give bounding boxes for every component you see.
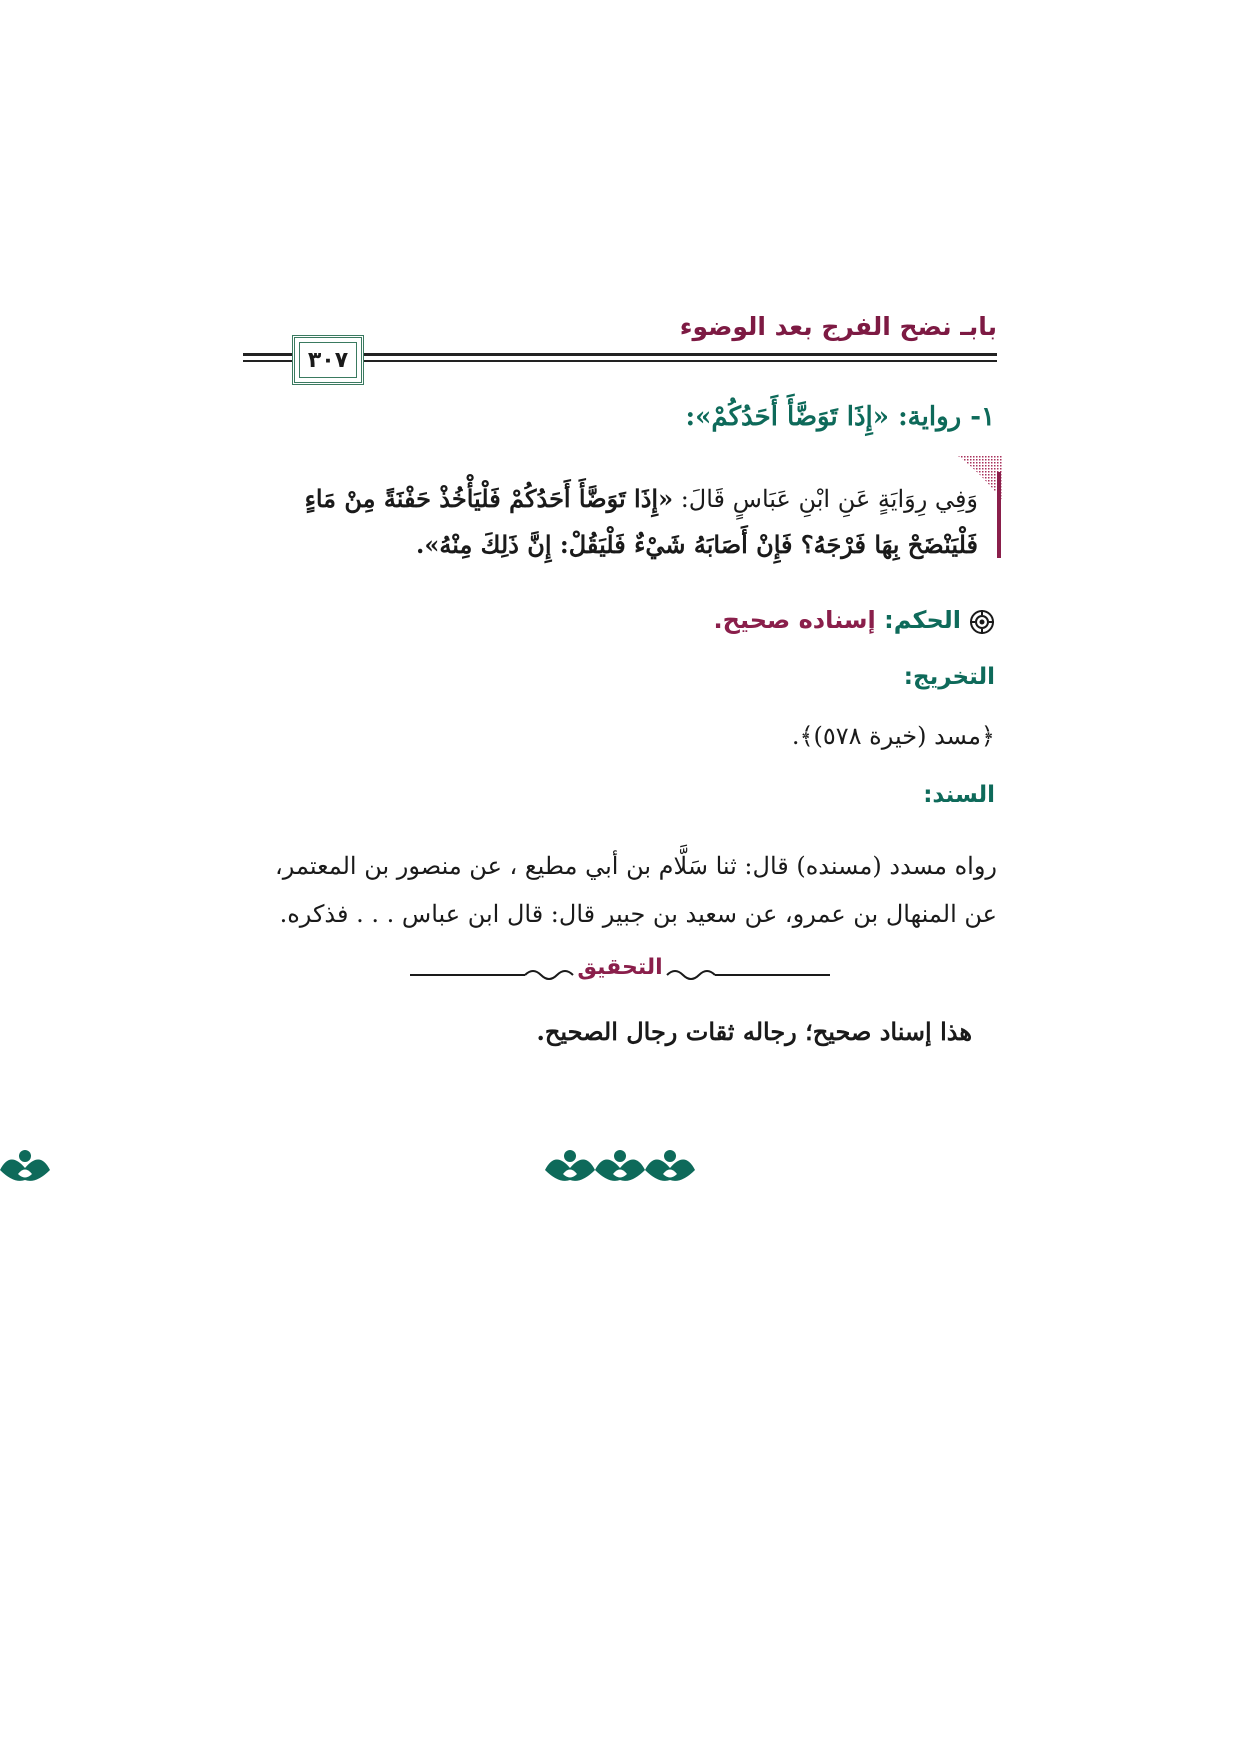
ruling-label: الحكم: bbox=[875, 606, 961, 634]
verification-label: التحقيق bbox=[577, 955, 663, 980]
sanad-line-2: عن المنهال بن عمرو، عن سعيد بن جبير قال: قال ابن عباس . . . فذكره. bbox=[279, 900, 997, 928]
quote-prefix: وَفِي رِوَايَةٍ عَنِ ابْنِ عَبَاسٍ قَالَ: bbox=[673, 485, 978, 513]
rosette-icon bbox=[969, 609, 995, 635]
hadith-text-2: فَلْيَنْضَحْ بِهَا فَرْجَهُ؟ فَإِنْ أَصَابَهُ شَيْءٌ فَلْيَقُلْ: إِنَّ ذَلِكَ مِنْهُ». bbox=[415, 530, 978, 559]
chapter-title: بابـ نضح الفرج بعد الوضوء bbox=[679, 312, 997, 341]
section-separator bbox=[0, 955, 1240, 995]
quote-line-1 bbox=[243, 478, 978, 520]
takhrij-label: التخريج: bbox=[903, 664, 995, 690]
closing-ornament-icon bbox=[0, 1140, 1240, 1190]
narration-heading: ١- رواية: «إِذَا تَوَضَّأَ أَحَدُكُمْ»: bbox=[685, 402, 995, 432]
verification-text: هذا إسناد صحيح؛ رجاله ثقات رجال الصحيح. bbox=[536, 1017, 972, 1046]
ruling-value: إسناده صحيح. bbox=[713, 606, 876, 634]
sanad-label: السند: bbox=[923, 782, 995, 808]
quote-border bbox=[997, 472, 1001, 558]
ruling bbox=[714, 606, 995, 635]
takhrij-value: ﴿مسد (خيرة ٥٧٨)﴾. bbox=[791, 722, 995, 750]
hadith-text-1: «إِذَا تَوَضَّأَ أَحَدُكُمْ فَلْيَأْخُذْ حَفْنَةً مِنْ مَاءٍ bbox=[304, 484, 674, 513]
quote-line-2 bbox=[243, 524, 978, 566]
sanad-line-1: رواه مسدد (مسنده) قال: ثنا سَلَّام بن أبي مطيع ، عن منصور بن المعتمر، bbox=[275, 852, 997, 880]
page-number: ٣٠٧ bbox=[307, 347, 349, 373]
page-number-box bbox=[292, 335, 364, 385]
